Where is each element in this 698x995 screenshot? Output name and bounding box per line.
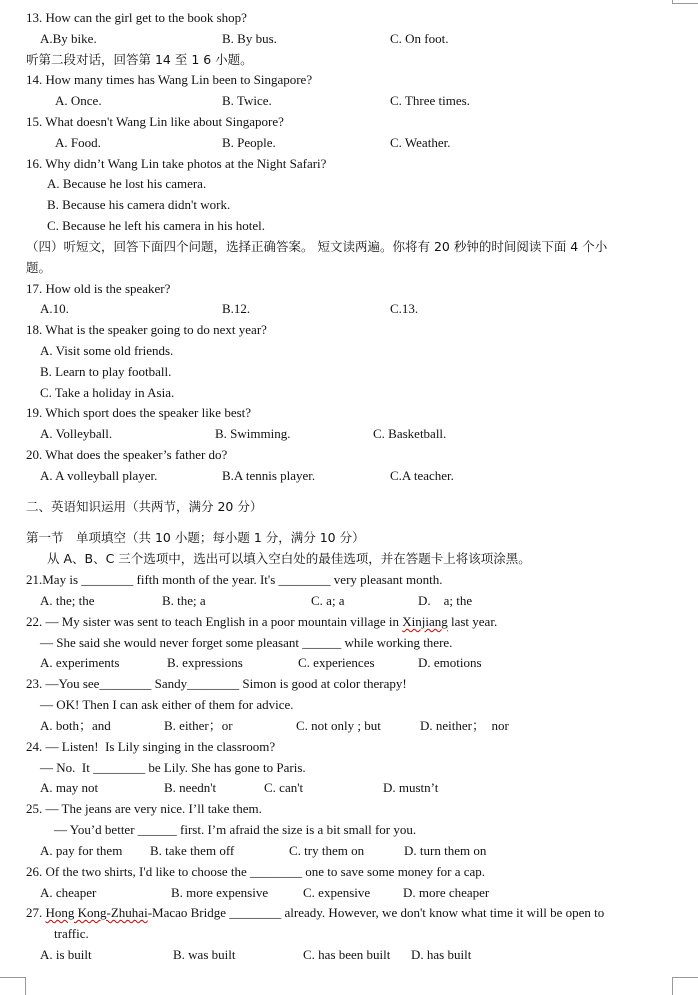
q16-option-a: A. Because he lost his camera. xyxy=(47,176,207,191)
q21-option-a: A. the; the xyxy=(40,593,95,608)
q22-option-c: C. experiences xyxy=(298,655,375,670)
q24-option-b: B. needn't xyxy=(164,780,217,795)
q22-stem-line2: — She said she would never forget some pleasant ______ while working there. xyxy=(40,635,453,650)
q15-option-a: A. Food. xyxy=(55,135,101,150)
q22-stem-post: last year. xyxy=(447,614,498,629)
crop-mark-bottom-right-v xyxy=(672,977,673,995)
q20-option-b: B.A tennis player. xyxy=(222,468,316,483)
q23-stem-line2: — OK! Then I can ask either of them for advice. xyxy=(40,697,294,712)
q27-option-d: D. has built xyxy=(411,947,472,962)
q13-option-a: A.By bike. xyxy=(40,31,97,46)
q18-option-a: A. Visit some old friends. xyxy=(40,343,174,358)
q14-option-c: C. Three times. xyxy=(390,93,470,108)
q25-stem: 25. — The jeans are very nice. I’ll take them. xyxy=(26,801,262,816)
part2-section1-heading: 第一节 单项填空（共 10 小题；每小题 1 分，满分 10 分） xyxy=(26,530,365,545)
q26-option-d: D. more cheaper xyxy=(403,885,490,900)
q27-stem xyxy=(26,905,604,921)
q19-option-a: A. Volleyball. xyxy=(40,426,113,441)
q20-stem: 20. What does the speaker’s father do? xyxy=(26,447,228,462)
q25-option-b: B. take them off xyxy=(150,843,235,858)
q22-stem-place: Xinjiang xyxy=(402,614,448,629)
q27-option-a: A. is built xyxy=(40,947,92,962)
q25-stem-line2: — You’d better ______ first. I’m afraid the size is a bit small for you. xyxy=(54,822,417,837)
q15-option-c: C. Weather. xyxy=(390,135,451,150)
q22-option-d: D. emotions xyxy=(418,655,482,670)
q23-option-b: B. either；or xyxy=(164,718,233,733)
crop-mark-bottom-right-h xyxy=(672,977,698,978)
q22-option-a: A. experiments xyxy=(40,655,120,670)
q14-option-a: A. Once. xyxy=(55,93,102,108)
q24-option-d: D. mustn’t xyxy=(383,780,439,795)
q27-option-b: B. was built xyxy=(173,947,236,962)
q20-option-c: C.A teacher. xyxy=(390,468,454,483)
q19-stem: 19. Which sport does the speaker like best? xyxy=(26,405,252,420)
crop-mark-top-right-h xyxy=(672,3,698,4)
q15-option-b: B. People. xyxy=(222,135,276,150)
q14-option-b: B. Twice. xyxy=(222,93,272,108)
q26-stem: 26. Of the two shirts, I'd like to choose the ________ one to save some money for a cap. xyxy=(26,864,486,879)
q27-stem-pre: 27. xyxy=(26,905,46,920)
q24-stem: 24. — Listen! Is Lily singing in the classroom? xyxy=(26,739,276,754)
section2-instruction: 听第二段对话，回答第 14 至 1 6 小题。 xyxy=(26,52,253,67)
part2-heading: 二、英语知识运用（共两节，满分 20 分） xyxy=(26,499,263,514)
q22-stem-pre: 22. — My sister was sent to teach English in a poor mountain village in xyxy=(26,614,403,629)
q13-stem: 13. How can the girl get to the book shop? xyxy=(26,10,247,25)
crop-mark-bottom-left-h xyxy=(0,977,26,978)
q27-stem-line2: traffic. xyxy=(54,926,89,941)
q23-option-a: A. both；and xyxy=(40,718,111,733)
q17-stem: 17. How old is the speaker? xyxy=(26,281,171,296)
q23-option-c: C. not only ; but xyxy=(296,718,381,733)
q26-option-b: B. more expensive xyxy=(171,885,269,900)
q16-option-c: C. Because he left his camera in his hotel. xyxy=(47,218,266,233)
q27-stem-post: -Macao Bridge ________ already. However, we don't know what time it will be open to xyxy=(147,905,605,920)
q27-option-c: C. has been built xyxy=(303,947,391,962)
q16-option-b: B. Because his camera didn't work. xyxy=(47,197,231,212)
q19-option-b: B. Swimming. xyxy=(215,426,291,441)
q18-option-b: B. Learn to play football. xyxy=(40,364,172,379)
q13-option-c: C. On foot. xyxy=(390,31,449,46)
q25-option-c: C. try them on xyxy=(289,843,365,858)
q26-option-c: C. expensive xyxy=(303,885,371,900)
q21-stem: 21.May is ________ fifth month of the year. It's ________ very pleasant month. xyxy=(26,572,443,587)
q26-option-a: A. cheaper xyxy=(40,885,97,900)
q13-option-b: B. By bus. xyxy=(222,31,277,46)
q27-stem-place: Hong Kong-Zhuhai xyxy=(45,905,148,920)
q16-stem: 16. Why didn’t Wang Lin take photos at the Night Safari? xyxy=(26,156,327,171)
q21-option-c: C. a; a xyxy=(311,593,345,608)
q18-stem: 18. What is the speaker going to do next year? xyxy=(26,322,267,337)
q18-option-c: C. Take a holiday in Asia. xyxy=(40,385,175,400)
q22-stem xyxy=(26,614,497,630)
q25-option-d: D. turn them on xyxy=(404,843,487,858)
q22-option-b: B. expressions xyxy=(167,655,243,670)
q17-option-b: B.12. xyxy=(222,301,251,316)
q24-stem-line2: — No. It ________ be Lily. She has gone to Paris. xyxy=(40,760,306,775)
q24-option-c: C. can't xyxy=(264,780,304,795)
q23-stem: 23. —You see________ Sandy________ Simon is good at color therapy! xyxy=(26,676,407,691)
q20-option-a: A. A volleyball player. xyxy=(40,468,158,483)
q15-stem: 15. What doesn't Wang Lin like about Singapore? xyxy=(26,114,284,129)
q14-stem: 14. How many times has Wang Lin been to Singapore? xyxy=(26,72,313,87)
crop-mark-bottom-left-v xyxy=(25,977,26,995)
q25-option-a: A. pay for them xyxy=(40,843,123,858)
section4-instruction-line2: 题。 xyxy=(26,260,52,275)
q24-option-a: A. may not xyxy=(40,780,99,795)
crop-mark-top-right-v xyxy=(672,0,673,4)
q21-option-d: D. a; the xyxy=(418,593,473,608)
section4-instruction-line1: （四）听短文，回答下面四个问题，选择正确答案。 短文读两遍。你将有 20 秒钟的时间阅读下面 4 个小 xyxy=(26,239,608,254)
part2-section1-instruction: 从 A、B、C 三个选项中，选出可以填入空白处的最佳选项，并在答题卡上将该项涂黑。 xyxy=(47,551,531,566)
q17-option-c: C.13. xyxy=(390,301,419,316)
q23-option-d: D. neither； nor xyxy=(420,718,509,733)
q21-option-b: B. the; a xyxy=(162,593,206,608)
q17-option-a: A.10. xyxy=(40,301,69,316)
q19-option-c: C. Basketball. xyxy=(373,426,447,441)
